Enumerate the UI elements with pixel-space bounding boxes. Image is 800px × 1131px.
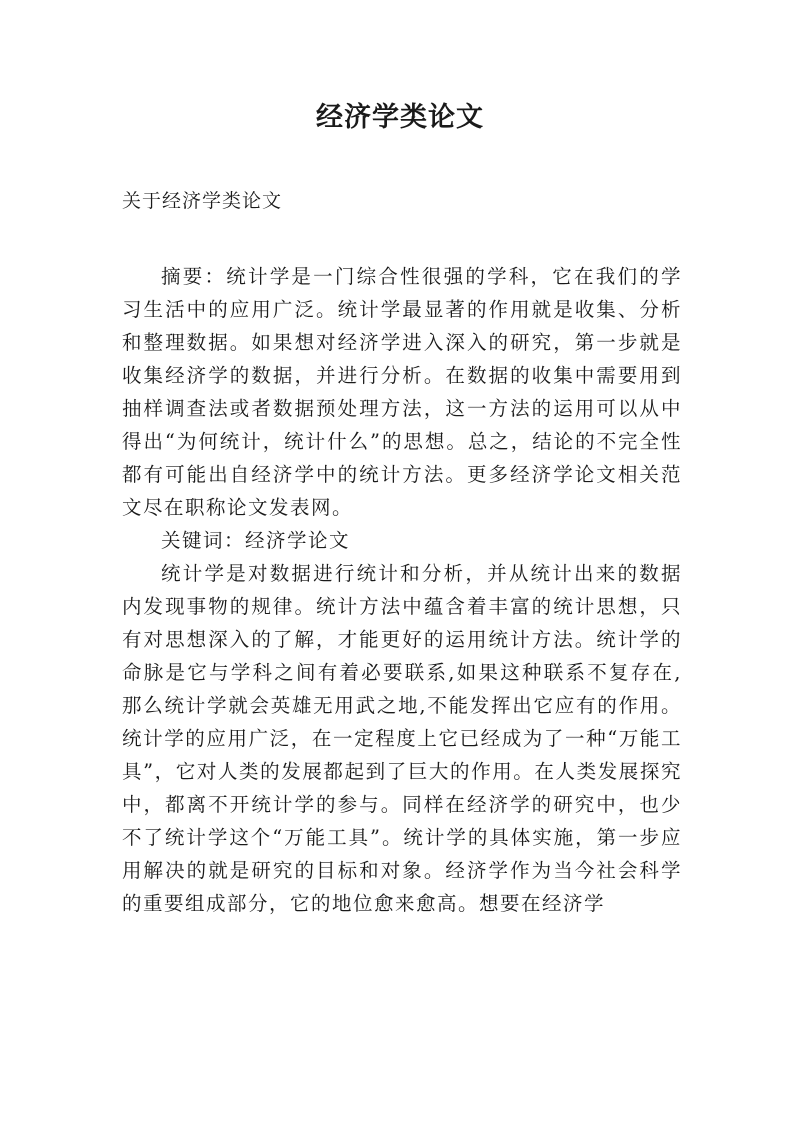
document-body — [122, 260, 682, 920]
document-subtitle: 关于经济学类论文 — [122, 190, 283, 212]
abstract-paragraph: 摘要：统计学是一门综合性很强的学科，它在我们的学习生活中的应用广泛。统计学最显著的作用就是收集、分析和整理数据。如果想对经济学进入深入的研究，第一步就是收集经济学的数据，并进行分析。在数据的收集中需要用到抽样调查法或者数据预处理方法，这一方法的运用可以从中得出“为何统计，统计什么”的思想。总之，结论的不完全性都有可能出自经济学中的统计方法。更多经济学论文相关范文尽在职称论文发表网。 — [122, 265, 682, 519]
body-paragraph: 统计学是对数据进行统计和分析，并从统计出来的数据内发现事物的规律。统计方法中蕴含着丰富的统计思想，只有对思想深入的了解，才能更好的运用统计方法。统计学的命脉是它与学科之间有着必要联系,如果这种联系不复存在,那么统计学就会英雄无用武之地,不能发挥出它应有的作用。统计学的应用广泛，在一定程度上它已经成为了一种“万能工具”，它对人类的发展都起到了巨大的作用。在人类发展探究中，都离不开统计学的参与。同样在经济学的研究中，也少不了统计学这个“万能工具”。统计学的具体实施，第一步应用解决的就是研究的目标和对象。经济学作为当今社会科学的重要组成部分，它的地位愈来愈高。想要在经济学 — [122, 562, 682, 915]
document-title: 经济学类论文 — [316, 102, 484, 133]
keywords-paragraph: 关键词：经济学论文 — [161, 529, 351, 552]
